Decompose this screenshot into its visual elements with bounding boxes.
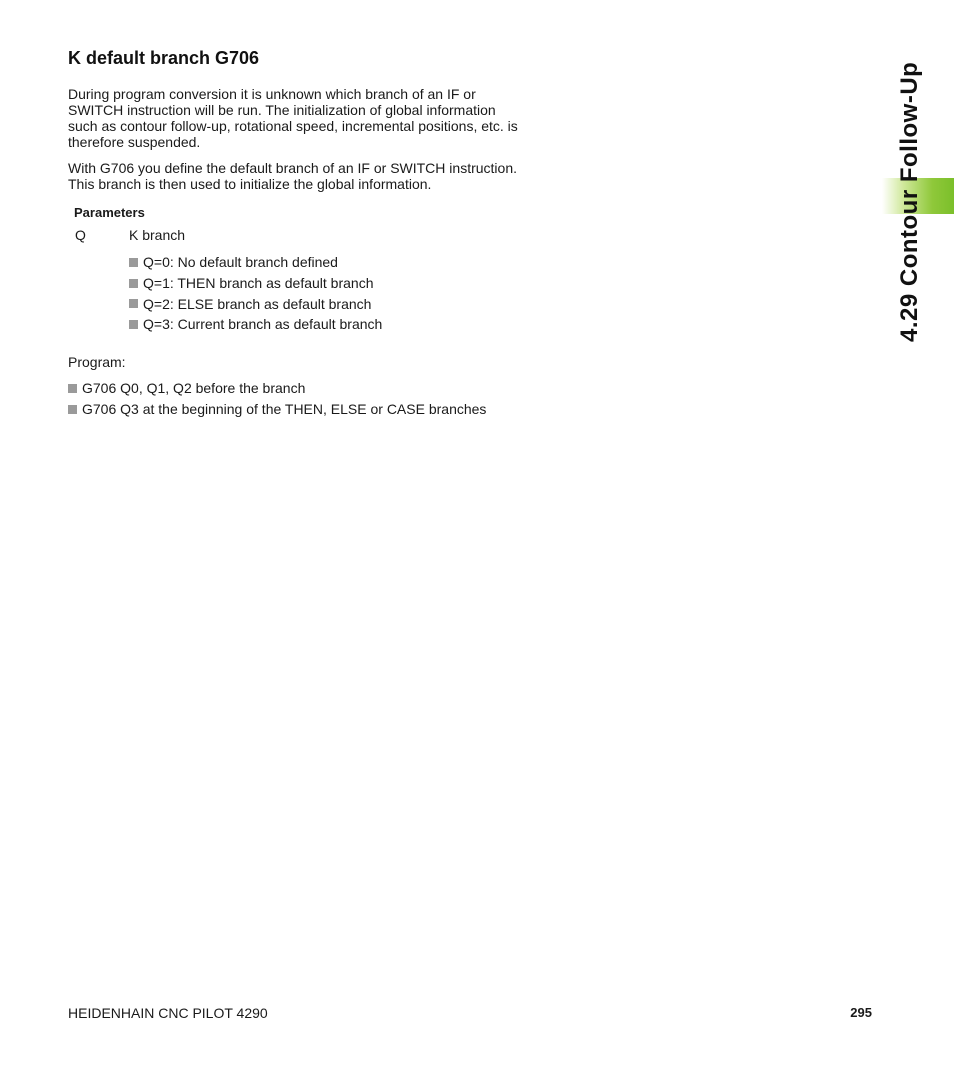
chapter-side-title: 4.29 Contour Follow-Up (896, 61, 923, 342)
list-item (68, 399, 486, 420)
intro-paragraph: During program conversion it is unknown which branch of an IF or SWITCH instruction will be run. The initialization of global information such as contour follow-up, rotational speed, incremental positions, etc. is therefore suspended. (68, 86, 518, 150)
parameter-options-list (129, 252, 382, 335)
program-item-text: G706 Q3 at the beginning of the THEN, ELSE or CASE branches (82, 401, 487, 418)
option-text: Q=2: ELSE branch as default branch (143, 295, 372, 312)
option-text: Q=1: THEN branch as default branch (143, 275, 374, 292)
list-item (68, 378, 486, 399)
list-item (129, 252, 382, 273)
parameter-description: K branch (129, 227, 186, 243)
footer-page-number: 295 (850, 1005, 872, 1020)
program-label: Program: (68, 354, 126, 370)
footer-manual-title: HEIDENHAIN CNC PILOT 4290 (68, 1005, 268, 1021)
square-bullet-icon (68, 405, 77, 414)
square-bullet-icon (129, 299, 138, 308)
option-text: Q=0: No default branch defined (143, 254, 338, 271)
square-bullet-icon (129, 279, 138, 288)
list-item (129, 314, 382, 335)
definition-paragraph: With G706 you define the default branch of an IF or SWITCH instruction. This branch is then used to initialize the global information. (68, 160, 517, 192)
section-heading: K default branch G706 (68, 48, 260, 68)
square-bullet-icon (129, 320, 138, 329)
square-bullet-icon (129, 258, 138, 267)
list-item (129, 273, 382, 294)
program-list (68, 378, 486, 419)
program-item-text: G706 Q0, Q1, Q2 before the branch (82, 380, 306, 397)
square-bullet-icon (68, 384, 77, 393)
parameters-heading: Parameters (74, 205, 145, 220)
list-item (129, 293, 382, 314)
parameter-key: Q (75, 227, 86, 243)
option-text: Q=3: Current branch as default branch (143, 316, 383, 333)
